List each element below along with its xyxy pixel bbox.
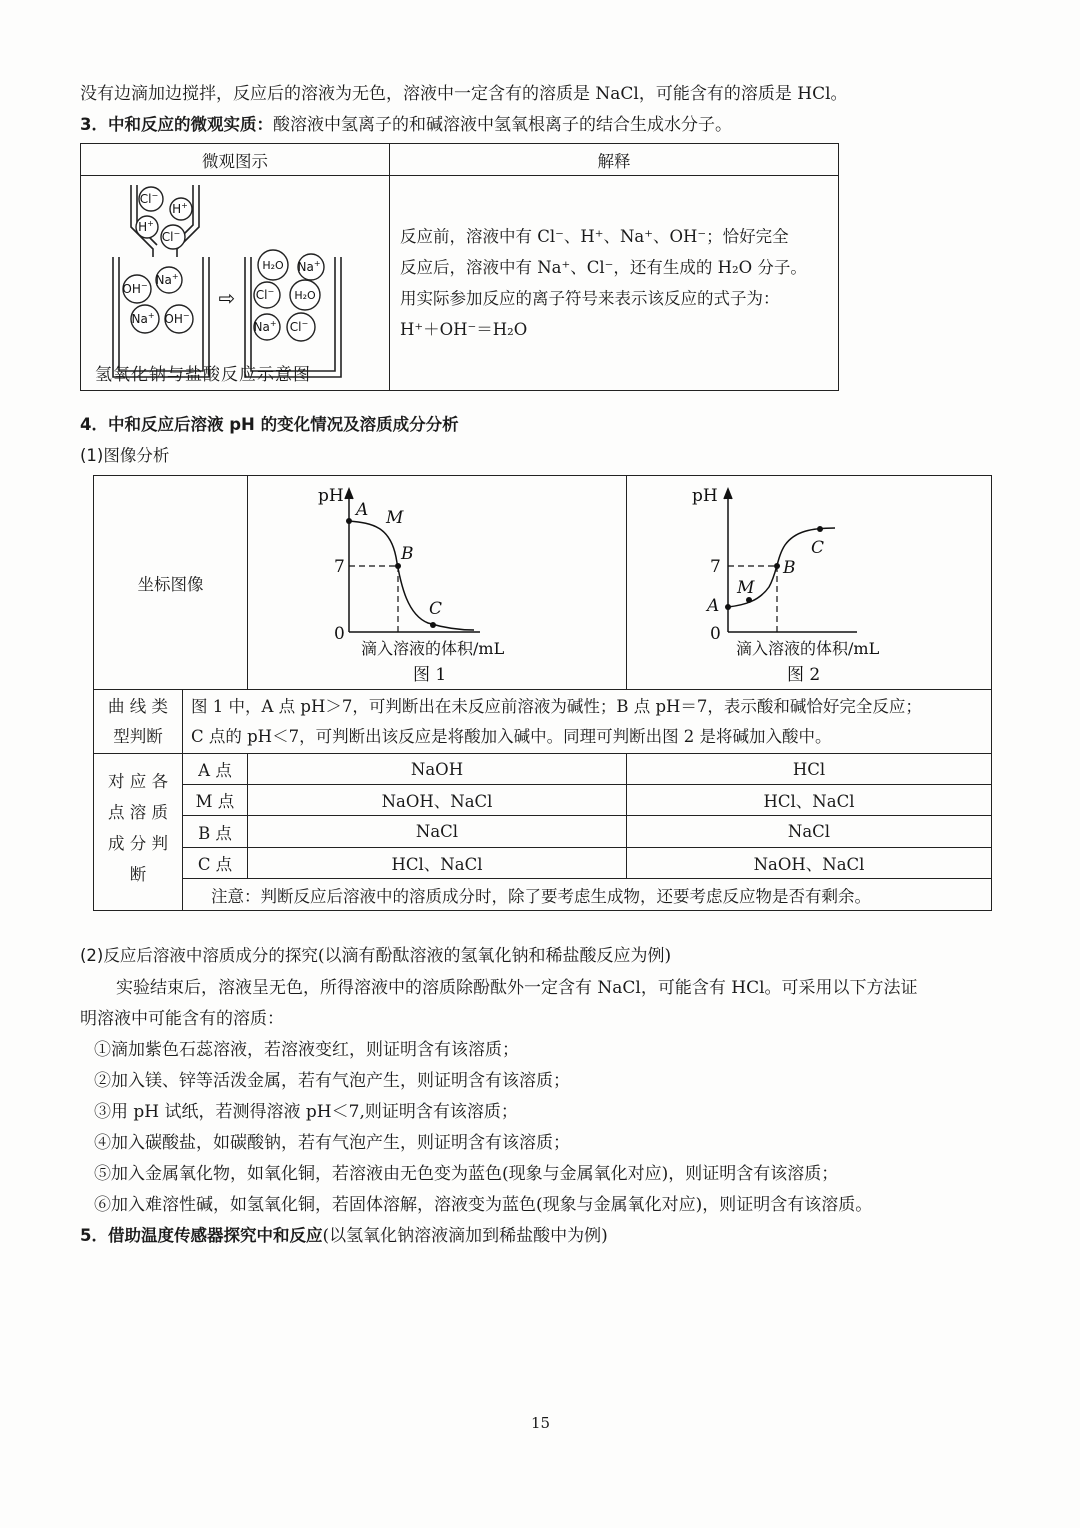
ion-cl-1: Cl− <box>139 190 159 206</box>
method-item-2: ②加入镁、锌等活泼金属，若有气泡产生，则证明含有该溶质； <box>94 1071 570 1091</box>
micro-table <box>80 143 839 391</box>
graph1-seven: 7 <box>334 556 345 577</box>
diagram-caption: 氢氧化钠与盐酸反应示意图 <box>95 365 311 385</box>
row-b-left: NaCl <box>248 816 627 848</box>
graph2-xlabel: 滴入溶液的体积/mL <box>736 638 880 658</box>
row-a-right: HCl <box>627 754 992 785</box>
method-item-1: ①滴加紫色石蕊溶液，若溶液变红，则证明含有该溶质； <box>94 1040 519 1060</box>
micro-explain-cell <box>390 176 839 391</box>
section-4-sub2 <box>80 945 671 967</box>
explain-line-1: 反应前，溶液中有 Cl⁻、H⁺、Na⁺、OH⁻；恰好完全 <box>400 227 789 246</box>
graph2-caption: 图 2 <box>787 664 821 685</box>
ion-na-3: Na+ <box>297 258 321 274</box>
arrow-icon: ⇨ <box>218 285 236 310</box>
curve-text-cell <box>183 690 992 754</box>
row-a-point: A 点 <box>183 754 248 785</box>
graph2-point-m: M <box>737 577 755 598</box>
label-curve-2: 型判断 <box>113 726 163 746</box>
label-curve <box>94 690 183 754</box>
graph2-point-c: C <box>811 537 825 558</box>
ion-cl-4: Cl− <box>289 318 309 334</box>
graph1-caption: 图 1 <box>413 664 447 685</box>
section-5-rest: (以氢氧化钠溶液滴加到稀盐酸中为例) <box>322 1226 608 1246</box>
graph1-zero: 0 <box>334 623 345 644</box>
ion-h-1: H+ <box>172 200 188 216</box>
graph1-point-c: C <box>429 598 443 619</box>
section-5-title: 5．借助温度传感器探究中和反应 <box>80 1226 323 1245</box>
explain-line-2: 反应后，溶液中有 Na⁺、Cl⁻，还有生成的 H₂O 分子。 <box>400 258 807 277</box>
method-item-6: ⑥加入难溶性碱，如氢氧化铜，若固体溶解，溶液变为蓝色(现象与金属氧化对应)，则证明含有该溶质。 <box>94 1195 873 1215</box>
section-3-number: 3． <box>80 115 108 134</box>
curve-text-2: C 点的 pH＜7，可判断出该反应是将酸加入碱中。同理可判断出图 2 是将碱加入酸中。 <box>191 726 832 746</box>
micro-table-head-right: 解释 <box>390 144 839 176</box>
row-m-right: HCl、NaCl <box>627 785 992 816</box>
graph1-ylabel: pH <box>318 485 344 506</box>
page-number: 15 <box>531 1414 551 1432</box>
ion-na-2: Na+ <box>131 310 155 326</box>
graph2-point-b: B <box>783 557 796 578</box>
water-2: H₂O <box>294 288 316 302</box>
micro-table-head-left: 微观图示 <box>81 144 390 176</box>
ion-cl-3: Cl− <box>255 286 275 302</box>
label-points-1: 对 应 各 <box>108 772 168 791</box>
ion-oh-2: OH− <box>164 310 190 326</box>
row-a-left: NaOH <box>248 754 627 785</box>
graph-2 <box>627 477 991 689</box>
micro-diagram-cell <box>81 176 390 391</box>
row-c-right: NaOH、NaCl <box>627 848 992 879</box>
section-4-sub2-rest: (以滴有酚酞溶液的氢氧化钠和稀盐酸反应为例) <box>317 946 672 966</box>
ion-na-1: Na+ <box>155 271 179 287</box>
graph1-curve <box>349 521 474 630</box>
section-3-heading <box>80 114 732 136</box>
section-3-text: 酸溶液中氢离子的和碱溶液中氢氧根离子的结合生成水分子。 <box>272 115 732 135</box>
row-b-point: B 点 <box>183 816 248 848</box>
label-points-3: 成 分 判 <box>108 834 168 853</box>
row-b-right: NaCl <box>627 816 992 848</box>
graph1-cell <box>248 476 627 690</box>
label-points-4: 断 <box>129 865 147 884</box>
row-m-left: NaOH、NaCl <box>248 785 627 816</box>
para-line-1: 实验结束后，溶液呈无色，所得溶液中的溶质除酚酞外一定含有 NaCl，可能含有 HCl。可采用以下方法证 <box>116 978 918 998</box>
method-item-3: ③用 pH 试纸，若测得溶液 pH＜7,则证明含有该溶质； <box>94 1102 518 1122</box>
graph2-zero: 0 <box>710 623 721 644</box>
section-3-title: 中和反应的微观实质： <box>107 115 273 134</box>
method-item-5: ⑤加入金属氧化物，如氧化铜，若溶液由无色变为蓝色(现象与金属氧化对应)，则证明含有该溶质； <box>94 1164 839 1184</box>
section-5-heading <box>80 1225 608 1247</box>
graph2-seven: 7 <box>710 556 721 577</box>
graph2-cell <box>627 476 992 690</box>
method-item-4: ④加入碳酸盐，如碳酸钠，若有气泡产生，则证明含有该溶质； <box>94 1133 570 1153</box>
ion-h-2: H+ <box>138 218 154 234</box>
para-line-2: 明溶液中可能含有的溶质： <box>80 1009 284 1029</box>
graph1-xlabel: 滴入溶液的体积/mL <box>361 638 505 658</box>
explain-line-4: H⁺＋OH⁻＝H₂O <box>400 320 528 339</box>
label-points <box>94 754 183 911</box>
section-4-sub2-title: (2)反应后溶液中溶质成分的探究 <box>80 946 318 965</box>
ion-cl-2: Cl− <box>161 228 181 244</box>
label-graph: 坐标图像 <box>94 476 248 690</box>
graph1-point-a: A <box>356 499 369 520</box>
top-line: 没有边滴加边搅拌，反应后的溶液为无色，溶液中一定含有的溶质是 NaCl，可能含有的溶质是 HCl。 <box>80 84 848 104</box>
water-1: H₂O <box>262 258 284 272</box>
graph1-point-b: B <box>401 543 414 564</box>
explain-line-3: 用实际参加反应的离子符号来表示该反应的式子为： <box>400 289 780 308</box>
curve-text-1: 图 1 中，A 点 pH＞7，可判断出在未反应前溶液为碱性；B 点 pH＝7，表示酸和碱恰好完全反应； <box>191 696 922 716</box>
graph2-point-a: A <box>707 595 720 616</box>
label-points-2: 点 溶 质 <box>108 803 168 822</box>
graph1-point-m: M <box>386 507 404 528</box>
row-c-left: HCl、NaCl <box>248 848 627 879</box>
row-c-point: C 点 <box>183 848 248 879</box>
reaction-diagram <box>81 177 387 390</box>
ion-oh-1: OH− <box>122 280 148 296</box>
ph-table <box>93 475 992 911</box>
graph2-ylabel: pH <box>692 485 718 506</box>
ion-na-4: Na+ <box>253 318 277 334</box>
graph-1 <box>248 477 626 689</box>
table-note: 注意：判断反应后溶液中的溶质成分时，除了要考虑生成物，还要考虑反应物是否有剩余。 <box>183 879 992 911</box>
section-4-sub1: (1)图像分析 <box>80 446 170 465</box>
row-m-point: M 点 <box>183 785 248 816</box>
label-curve-1: 曲 线 类 <box>108 696 168 716</box>
section-4-title: 4．中和反应后溶液 pH 的变化情况及溶质成分分析 <box>80 415 459 434</box>
